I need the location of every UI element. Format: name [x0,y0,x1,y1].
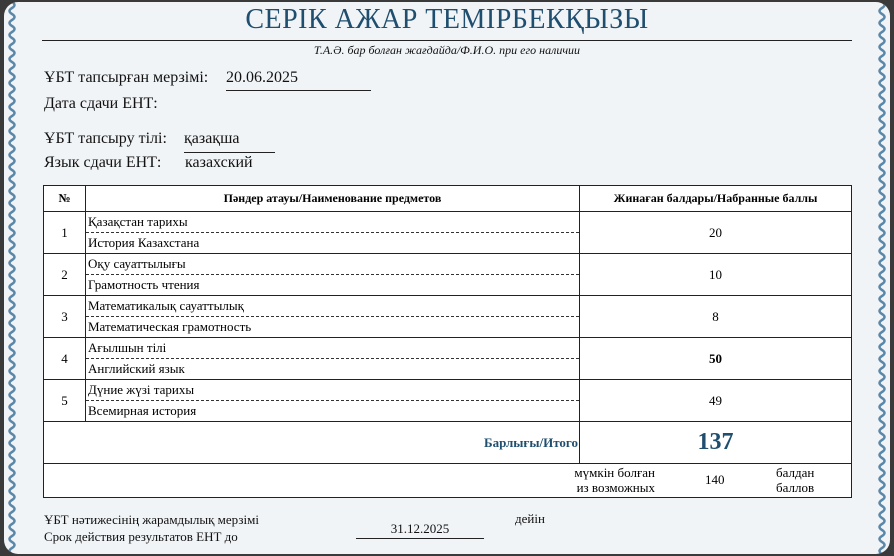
col-subject: Пәндер атауы/Наименование предметов [86,186,580,212]
validity-suffix: дейін [515,511,545,526]
table-row [44,380,852,422]
row-number: 5 [44,380,86,422]
subject-ru: История Казахстана [88,235,200,250]
exam-lang-value-ru: казахский [185,154,253,171]
max-score-row [44,464,852,498]
wavy-border-right [876,2,888,554]
total-score: 137 [580,422,852,464]
row-number: 1 [44,212,86,254]
subject-kz: Математикалық сауаттылық [86,296,579,317]
subject-kz: Ағылшын тілі [86,338,579,359]
subject-score: 8 [580,296,852,338]
subject-ru: Математическая грамотность [88,319,252,334]
points-kz: балдан [776,465,815,480]
row-number: 2 [44,254,86,296]
exam-date-value: 20.06.2025 [226,69,371,91]
title-divider [42,40,852,41]
possible-ru: из возможных [576,480,655,495]
exam-lang-label-ru: Язык сдачи ЕНТ: [44,154,162,171]
total-row [44,422,852,464]
subject-kz: Қазақстан тарихы [86,212,579,233]
max-score: 140 [705,472,725,487]
student-name: СЕРІК АЖАР ТЕМІРБЕКҚЫЗЫ [245,4,649,35]
certificate [4,2,890,554]
exam-lang-value-kz: қазақша [184,130,275,153]
points-ru: баллов [776,480,815,495]
subject-kz: Дүние жүзі тарихы [86,380,579,401]
table-row [44,254,852,296]
subject-score: 10 [580,254,852,296]
subject-ru: Всемирная история [88,403,197,418]
subject-score: 50 [580,338,852,380]
exam-date-label-kz: ҰБТ тапсырған мерзімі: [44,69,209,86]
subject-kz: Оқу сауаттылығы [86,254,579,275]
subject-score: 49 [580,380,852,422]
name-caption: Т.А.Ә. бар болған жағдайда/Ф.И.О. при его наличии [313,43,581,57]
validity-label-ru: Срок действия результатов ЕНТ до [44,529,238,544]
subject-ru: Грамотность чтения [88,277,200,292]
possible-kz: мүмкін болған [574,465,655,480]
exam-date-label-ru: Дата сдачи ЕНТ: [44,95,158,112]
table-header [44,186,852,212]
row-number: 4 [44,338,86,380]
scores-table [43,185,852,498]
table-row [44,338,852,380]
total-label: Барлығы/Итого [44,422,580,464]
table-row [44,212,852,254]
exam-lang-label-kz: ҰБТ тапсыру тілі: [44,130,167,147]
table-row [44,296,852,338]
row-number: 3 [44,296,86,338]
subject-score: 20 [580,212,852,254]
col-score: Жинаған балдары/Набранные баллы [580,186,852,212]
validity-label-kz: ҰБТ нәтижесінің жарамдылық мерзімі [44,512,259,527]
validity-date: 31.12.2025 [356,521,484,539]
col-number: № [44,186,86,212]
wavy-border-left [6,2,18,554]
subject-ru: Английский язык [88,361,185,376]
